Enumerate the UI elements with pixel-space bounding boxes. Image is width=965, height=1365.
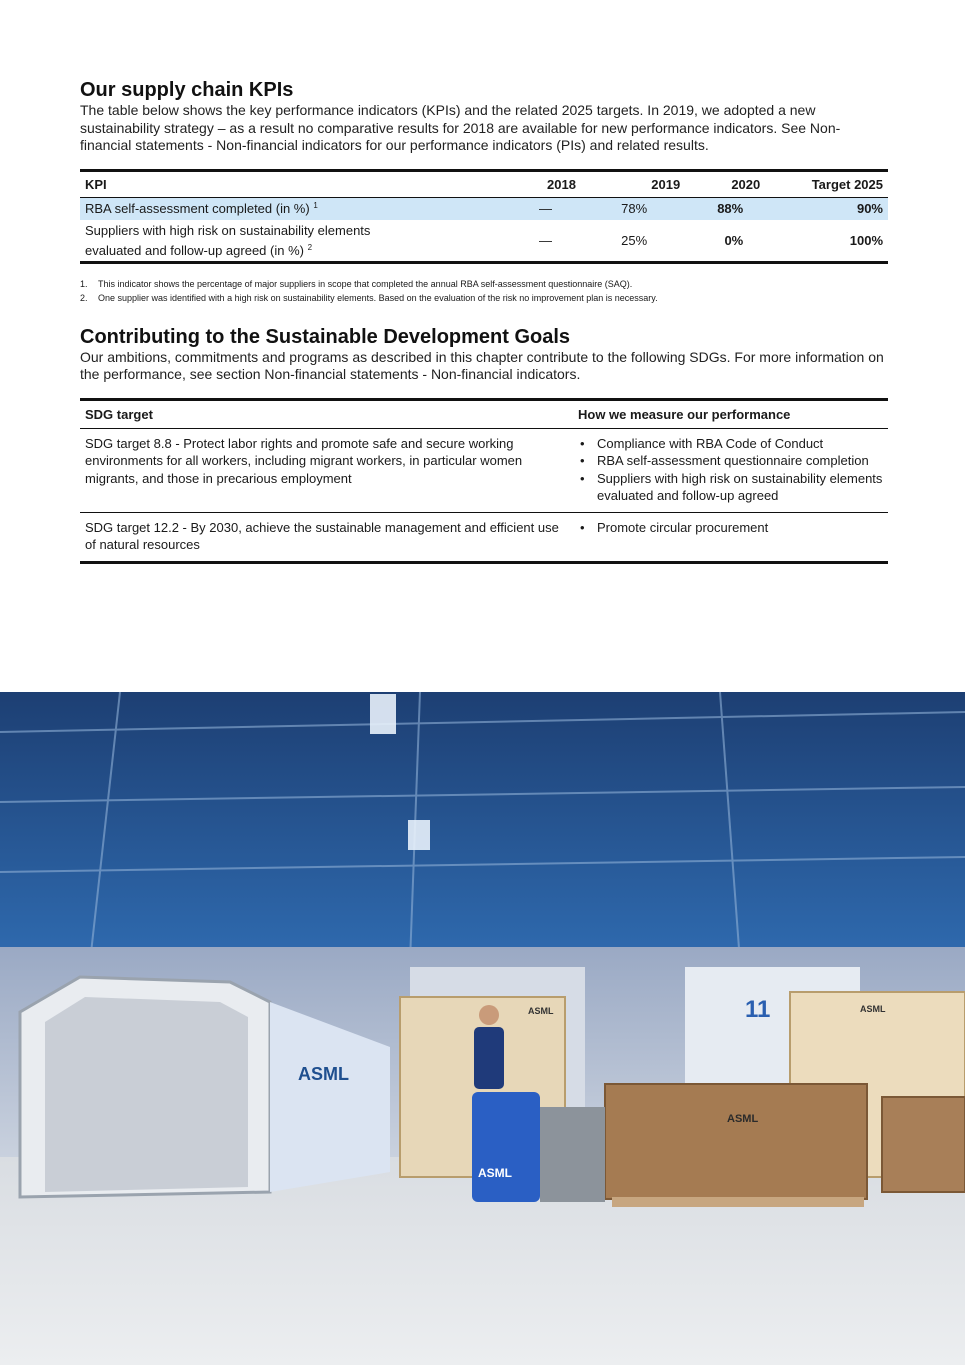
brand-mark: ASML [860, 1004, 886, 1014]
value-2019: 78% [581, 197, 685, 220]
brand-mark: ASML [478, 1166, 512, 1180]
measure-cell [573, 512, 888, 562]
value-2019: 25% [621, 232, 648, 248]
value-2020: 0% [724, 232, 744, 248]
warehouse-illustration [0, 692, 965, 1365]
page-content [80, 78, 888, 564]
table-row [80, 197, 888, 220]
sdg-section-title: Contributing to the Sustainable Development Goals [80, 325, 571, 348]
year-2020-header: 2020 [685, 170, 765, 197]
footnote-text: This indicator shows the percentage of major suppliers in scope that completed the annual RBA self-assessment questionnaire (SAQ). [98, 278, 633, 289]
brand-mark: ASML [528, 1006, 554, 1016]
brand-mark: ASML [298, 1064, 349, 1084]
kpi-name-cell [80, 220, 510, 263]
sdg-table [80, 398, 888, 564]
kpi-name: Suppliers with high risk on sustainability elements evaluated and follow-up agreed (in %) [85, 222, 371, 258]
sdg-target-cell: SDG target 8.8 - Protect labor rights and promote safe and secure working environments for all workers, including migrant workers, in particular women migrants, and those in precarious employment [80, 428, 573, 512]
footnote-number: 1. [80, 278, 88, 289]
measure-cell [573, 428, 888, 512]
brand-mark: ASML [727, 1113, 759, 1125]
value-2018: — [510, 197, 581, 220]
table-row [80, 428, 888, 512]
table-row [80, 220, 888, 263]
list-item: • Compliance with RBA Code of Conduct [578, 435, 883, 453]
value-2020: 88% [685, 197, 765, 220]
kpi-intro: The table below shows the key performance indicators (KPIs) and the related 2025 targets. In 2019, we adopted a new sustainability strategy – as a result no comparative results for 2018 are available for new performance indicators. See Non-financial statements - Non-financial indicators for our performance indicators (PIs) and related results. [80, 102, 841, 153]
sdg-target-cell: SDG target 12.2 - By 2030, achieve the sustainable management and efficient use of natural resources [85, 519, 559, 552]
footnote [80, 291, 888, 305]
value-2018: — [538, 232, 552, 248]
kpi-name-cell [80, 197, 510, 220]
sdg-table-header [80, 399, 888, 428]
list-item: • Promote circular procurement [578, 519, 883, 537]
warehouse-photo [0, 692, 965, 1365]
list-item: • Suppliers with high risk on sustainability elements evaluated and follow-up agreed [578, 470, 883, 505]
target-2025-header: Target 2025 [765, 170, 888, 197]
sdg-intro: Our ambitions, commitments and programs as described in this chapter contribute to the following SDGs. For more information on the performance, see section Non-financial statements - Non-financial indicators. [80, 348, 884, 382]
sdg-section [80, 325, 888, 564]
value-target: 100% [849, 232, 883, 248]
measure-list [578, 519, 883, 537]
measure-list [578, 435, 883, 505]
footnote-ref: 1 [313, 201, 318, 210]
footnote-ref: 2 [307, 242, 313, 252]
kpi-table-header [80, 170, 888, 197]
year-2019-header: 2019 [581, 170, 685, 197]
year-2018-header: 2018 [510, 170, 581, 197]
footnote-number: 2. [80, 292, 88, 303]
list-item: • RBA self-assessment questionnaire completion [578, 452, 883, 470]
kpi-section-title: Our supply chain KPIs [80, 79, 294, 101]
kpi-col-header: KPI [80, 170, 510, 197]
dock-number: 11 [745, 996, 771, 1023]
value-target: 90% [765, 197, 888, 220]
sdg-target-header: SDG target [80, 399, 573, 428]
footnote-text: One supplier was identified with a high risk on sustainability elements. Based on the evaluation of the risk no improvement plan is necessary. [98, 292, 658, 303]
table-row [80, 512, 888, 562]
footnote [80, 277, 888, 291]
measure-header: How we measure our performance [573, 399, 888, 428]
kpi-name: RBA self-assessment completed (in %) [85, 201, 310, 216]
kpi-table [80, 169, 888, 264]
footnotes [80, 277, 888, 305]
